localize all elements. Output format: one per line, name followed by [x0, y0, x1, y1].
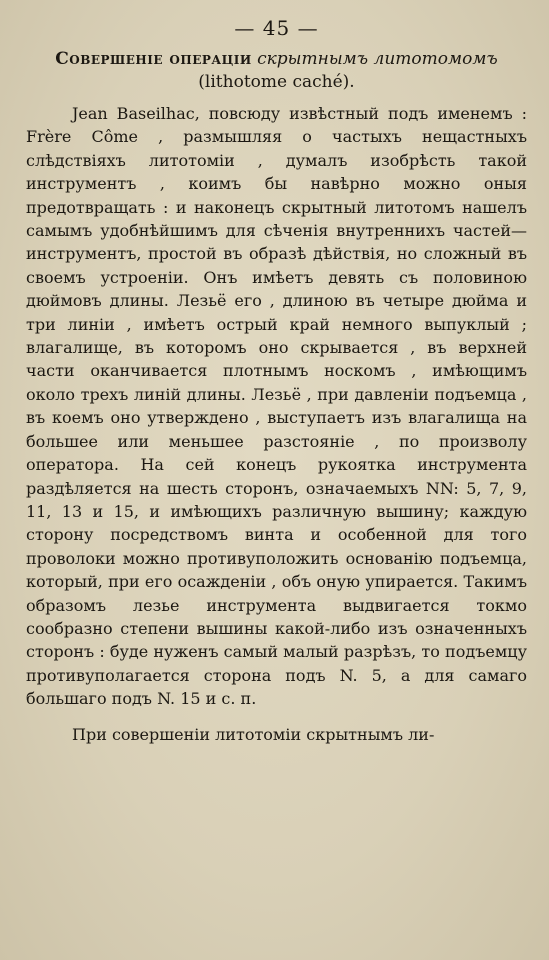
heading-line-1: [26, 48, 527, 71]
heading-italic: скрытнымъ литотомомъ: [257, 49, 498, 69]
page-number: — 45 —: [234, 16, 319, 40]
section-heading: [26, 48, 527, 94]
paragraph-2: При совершеніи литотоміи скрытнымъ ли-: [72, 724, 435, 744]
body-text: [26, 102, 527, 746]
heading-caps: Совершеніе операціи: [55, 49, 252, 69]
paragraph-1: Jean Baseilhac, повсюду извѣстный подъ именемъ : Frère Côme , размышляя о частыхъ нещастныхъ слѣдствіяхъ литотоміи , думалъ изобрѣсть такой инструментъ , коимъ бы навѣрно можно оныя предотвращать : и наконецъ скрытный литотомъ нашелъ самымъ удобнѣйшимъ для сѣченія внутреннихъ частей—инструментъ, простой въ образѣ дѣйствія, но сложный въ своемъ устроеніи. Онъ имѣетъ девять съ половиною дюймовъ длины. Лезьё его , длиною въ четыре дюйма и три линіи , имѣетъ острый край немного выпуклый ; влагалище, въ которомъ оно скрывается , въ верхней части оканчивается плотнымъ носкомъ , имѣющимъ около трехъ линій длины. Лезьё , при давленіи подъемца , въ коемъ оно утверждено , выступаетъ изъ влагалища на большее или меньшее разстояніе , по произволу оператора. На сей конецъ рукоятка инструмента раздѣляется на шесть сторонъ, означаемыхъ NN: 5, 7, 9, 11, 13 и 15, и имѣющихъ различную вышину; каждую сторону посредствомъ винта и особенной для того проволоки можно противуположить основанію подъемца, который, при его осажденіи , объ оную упирается. Такимъ образомъ лезье инструмента выдвигается токмо сообразно степени вышины какой-либо изъ означенныхъ сторонъ : буде нуженъ самый малый разрѣзъ, то подъемцу противуполагается сторона подъ N. 5, а для самаго большаго подъ N. 15 и с. п.: [26, 104, 527, 709]
heading-line-2: (lithotome caché).: [198, 72, 355, 92]
